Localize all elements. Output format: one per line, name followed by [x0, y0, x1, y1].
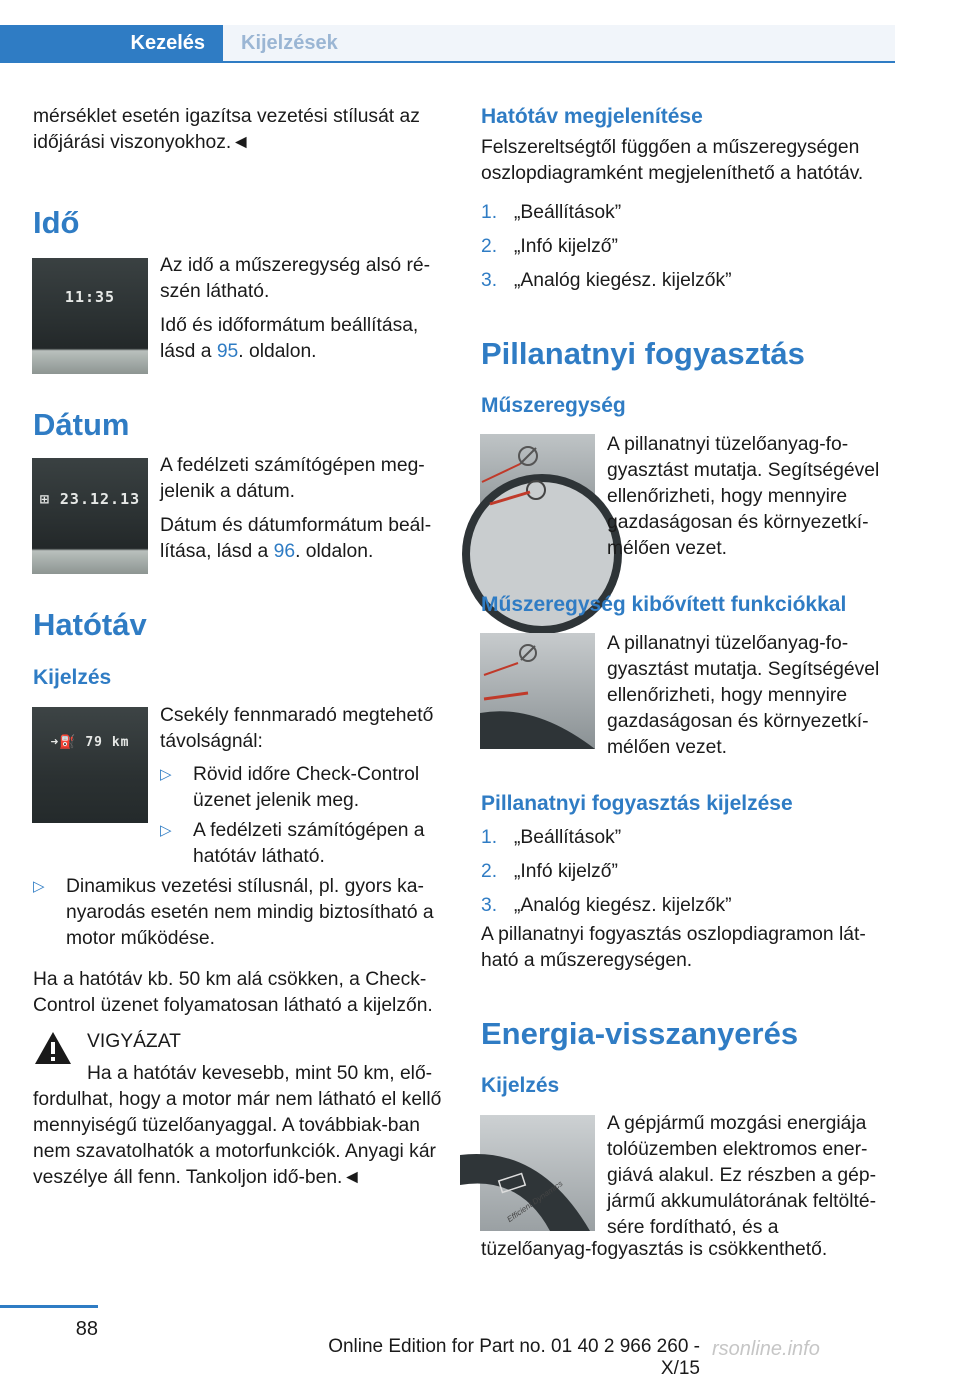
regen-gauge-image: [480, 1115, 595, 1231]
clock-display-image: [32, 258, 148, 374]
section-title-datum: Dátum: [33, 407, 130, 442]
list-item: 2. „Infó kijelző”: [481, 236, 618, 257]
tab-kijelzesek[interactable]: Kijelzések: [223, 25, 895, 61]
section-title-pillanatnyi: Pillanatnyi fogyasztás: [481, 336, 805, 371]
hatotav-megj-paragraph: Felszereltségtől függően a műszeregységen oszlopdiagramként megjeleníthető a hatótáv.: [481, 137, 864, 184]
date-display-text: ⊞ 23.12.13: [39, 490, 141, 508]
hatotav-outer-bullet: [33, 874, 448, 956]
hatotav-paragraph-1: Csekély fennmaradó megtehető távolságnál:: [160, 705, 434, 752]
list-item: ▷ Dinamikus vezetési stílusnál, pl. gyors ka-nyarodás esetén nem mindig biztosítható a motor működése.: [33, 876, 434, 949]
subtitle-kijelzes: Kijelzés: [33, 666, 112, 689]
pillanatnyi-steps: [481, 825, 891, 927]
range-display-text: ➜⛽ 79 km: [50, 735, 130, 750]
page-link-96[interactable]: 96: [273, 541, 296, 562]
muszeregyseg-paragraph: A pillanatnyi tüzelőanyag-fo-gyasztást mutatja. Segítségével ellenőrizheti, hogy mennyire gazdaságosan és környezetkí-mélően vezet.: [607, 434, 880, 559]
warning-text: fordulhat, hogy a motor már nem látható el kellő mennyiségű tüzelőanyaggal. A továbbiak-ban nem szavatolhatók a motorfunkciók. Anyagi kár veszélye áll fenn. Tankoljon idő-ben.◄: [33, 1089, 442, 1188]
edition-note: Online Edition for Part no. 01 40 2 966 260 - X/15: [328, 1336, 700, 1379]
gauge-image-1: [480, 434, 595, 550]
clock-display-text: 11:35: [64, 288, 116, 306]
date-display-image: [32, 458, 148, 574]
list-item: ▷ Rövid időre Check-Control üzenet jelenik meg.: [160, 764, 420, 811]
ido-paragraph-1: Az idő a műszeregység alsó ré-szén látható.: [160, 255, 431, 302]
triangle-bullet-icon: ▷: [160, 766, 172, 783]
range-display-image: [32, 707, 148, 823]
intro-paragraph: mérséklet esetén igazítsa vezetési stílusát az időjárási viszonyokhoz.◄: [33, 106, 420, 153]
triangle-bullet-icon: ▷: [33, 878, 45, 895]
pillanatnyi-after-paragraph: A pillanatnyi fogyasztás oszlopdiagramon lát-ható a műszeregységen.: [481, 924, 866, 971]
subtitle-pillanatnyi-kijelzese: Pillanatnyi fogyasztás kijelzése: [481, 792, 793, 815]
footer-rule: [0, 1305, 98, 1308]
page-number: 88: [75, 1318, 98, 1340]
subtitle-muszeregyseg: Műszeregység: [481, 394, 626, 417]
list-item: 1. „Beállítások”: [481, 827, 622, 848]
datum-paragraph-1: A fedélzeti számítógépen meg-jelenik a dátum.: [160, 455, 425, 502]
kibovitett-paragraph: A pillanatnyi tüzelőanyag-fo-gyasztást mutatja. Segítségével ellenőrizheti, hogy mennyire gazdaságosan és környezetkí-mélően vezet.: [607, 633, 880, 758]
header-tabs: [0, 25, 895, 63]
warning-first-line: Ha a hatótáv kevesebb, mint 50 km, elő-: [87, 1063, 433, 1084]
triangle-bullet-icon: ▷: [160, 822, 172, 839]
list-item: ▷ A fedélzeti számítógépen a hatótáv látható.: [160, 820, 425, 867]
regen-gauge-label: Efficient Dynamics: [505, 1178, 565, 1225]
ido-paragraph-2: Idő és időformátum beállítása, lásd a 95. oldalon.: [160, 315, 419, 362]
subtitle-energia-kijelzes: Kijelzés: [481, 1074, 560, 1097]
hatotav-megj-steps: [481, 200, 891, 302]
list-item: 2. „Infó kijelző”: [481, 861, 618, 882]
list-item: 1. „Beállítások”: [481, 202, 622, 223]
watermark: rsonline.info: [712, 1338, 820, 1360]
section-title-energia: Energia-visszanyerés: [481, 1016, 799, 1051]
hatotav-paragraph-2: Ha a hatótáv kb. 50 km alá csökken, a Check-Control üzenet folyamatosan látható a kijelzőn.: [33, 969, 433, 1016]
warning-triangle-icon: [33, 1030, 73, 1070]
tab-kezeles[interactable]: Kezelés: [0, 25, 223, 61]
hatotav-bullets: [160, 762, 445, 874]
list-item: 3. „Analóg kiegész. kijelzők”: [481, 270, 732, 291]
warning-title: VIGYÁZAT: [87, 1031, 181, 1052]
list-item: 3. „Analóg kiegész. kijelzők”: [481, 895, 732, 916]
page-link-95[interactable]: 95: [216, 341, 239, 362]
subtitle-muszeregyseg-kibovitett: Műszeregység kibővített funkciókkal: [481, 593, 847, 616]
section-title-ido: Idő: [33, 205, 80, 240]
energia-paragraph-a: A gépjármű mozgási energiája tolóüzemben elektromos ener-giává alakul. Ez részben a gép-jármű akkumulátorának feltölté-sére fordítható, és a: [607, 1113, 877, 1238]
gauge-image-2: [480, 633, 595, 749]
section-title-hatotav-megjelenitese: Hatótáv megjelenítése: [481, 105, 703, 128]
energia-paragraph-b: tüzelőanyag-fogyasztás is csökkenthető.: [481, 1239, 828, 1260]
section-title-hatotav: Hatótáv: [33, 607, 147, 642]
datum-paragraph-2: Dátum és dátumformátum beál-lítása, lásd a 96. oldalon.: [160, 515, 432, 562]
